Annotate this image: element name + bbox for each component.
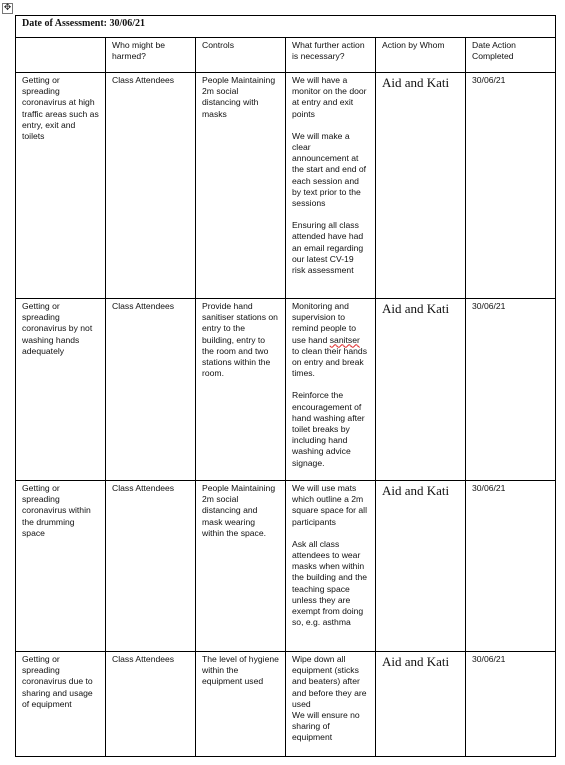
risk-assessment-table — [15, 15, 556, 757]
further-action-paragraph: Ask all class attendees to wear masks when within the building and the teaching space unless they are exempt from doing so, e.g. asthma — [292, 538, 368, 628]
table-row — [16, 73, 556, 299]
assessment-date: Date of Assessment: 30/06/21 — [16, 16, 556, 38]
table-row — [16, 481, 556, 652]
further-action-paragraph: Reinforce the encouragement of hand washing after toilet breaks by including hand washing advice signage. — [292, 390, 365, 468]
header-date-completed: Date Action Completed — [466, 38, 556, 73]
header-hazard — [16, 38, 106, 73]
who-cell: Class Attendees — [106, 299, 196, 481]
further-action-text: to clean their hands on entry and break times. — [292, 345, 368, 379]
controls-cell: People Maintaining 2m social distancing and mask wearing within the space. — [196, 481, 286, 652]
action-by-whom-cell: Aid and Kati — [376, 481, 466, 652]
who-cell: Class Attendees — [106, 73, 196, 299]
table-row — [16, 652, 556, 757]
header-row — [16, 38, 556, 73]
further-action-paragraph — [292, 301, 369, 379]
further-action-paragraph: We will ensure no sharing of equipment — [292, 710, 360, 743]
hazard-cell: Getting or spreading coronavirus by not washing hands adequately — [16, 299, 106, 481]
action-by-whom-cell: Aid and Kati — [376, 652, 466, 757]
who-cell: Class Attendees — [106, 652, 196, 757]
assessment-date-row — [16, 16, 556, 38]
header-controls: Controls — [196, 38, 286, 73]
hazard-cell: Getting or spreading coronavirus within the drumming space — [16, 481, 106, 652]
header-who: Who might be harmed? — [106, 38, 196, 73]
further-action-cell — [286, 481, 376, 652]
table-move-handle-icon[interactable]: ✥ — [3, 3, 12, 13]
action-by-whom-cell: Aid and Kati — [376, 73, 466, 299]
date-completed-cell: 30/06/21 — [466, 299, 556, 481]
further-action-cell — [286, 652, 376, 757]
further-action-text: Monitoring and supervision to remind people to use hand — [292, 301, 357, 345]
date-completed-cell: 30/06/21 — [466, 73, 556, 299]
hazard-cell: Getting or spreading coronavirus at high traffic areas such as entry, exit and toilets — [16, 73, 106, 299]
spelling-error-word[interactable]: sanitser — [329, 334, 360, 345]
hazard-cell: Getting or spreading coronavirus due to sharing and usage of equipment — [16, 652, 106, 757]
further-action-cell — [286, 299, 376, 481]
further-action-paragraph: We will have a monitor on the door at entry and exit points — [292, 75, 367, 119]
further-action-cell — [286, 73, 376, 299]
date-completed-cell: 30/06/21 — [466, 481, 556, 652]
date-completed-cell: 30/06/21 — [466, 652, 556, 757]
who-cell: Class Attendees — [106, 481, 196, 652]
header-further-action: What further action is necessary? — [286, 38, 376, 73]
table-row — [16, 299, 556, 481]
further-action-paragraph: Ensuring all class attended have had an email regarding our latest CV-19 risk assessment — [292, 220, 364, 276]
header-action-by-whom: Action by Whom — [376, 38, 466, 73]
further-action-paragraph: Wipe down all equipment (sticks and beaters) after and before they are used — [292, 654, 367, 709]
further-action-paragraph: We will use mats which outline a 2m square space for all participants — [292, 483, 367, 527]
controls-cell: Provide hand sanitiser stations on entry to the building, entry to the room and two stations within the room. — [196, 299, 286, 481]
controls-cell: The level of hygiene within the equipment used — [196, 652, 286, 757]
controls-cell: People Maintaining 2m social distancing with masks — [196, 73, 286, 299]
further-action-paragraph: We will make a clear announcement at the start and end of each session and by text prior to the sessions — [292, 130, 367, 209]
action-by-whom-cell: Aid and Kati — [376, 299, 466, 481]
